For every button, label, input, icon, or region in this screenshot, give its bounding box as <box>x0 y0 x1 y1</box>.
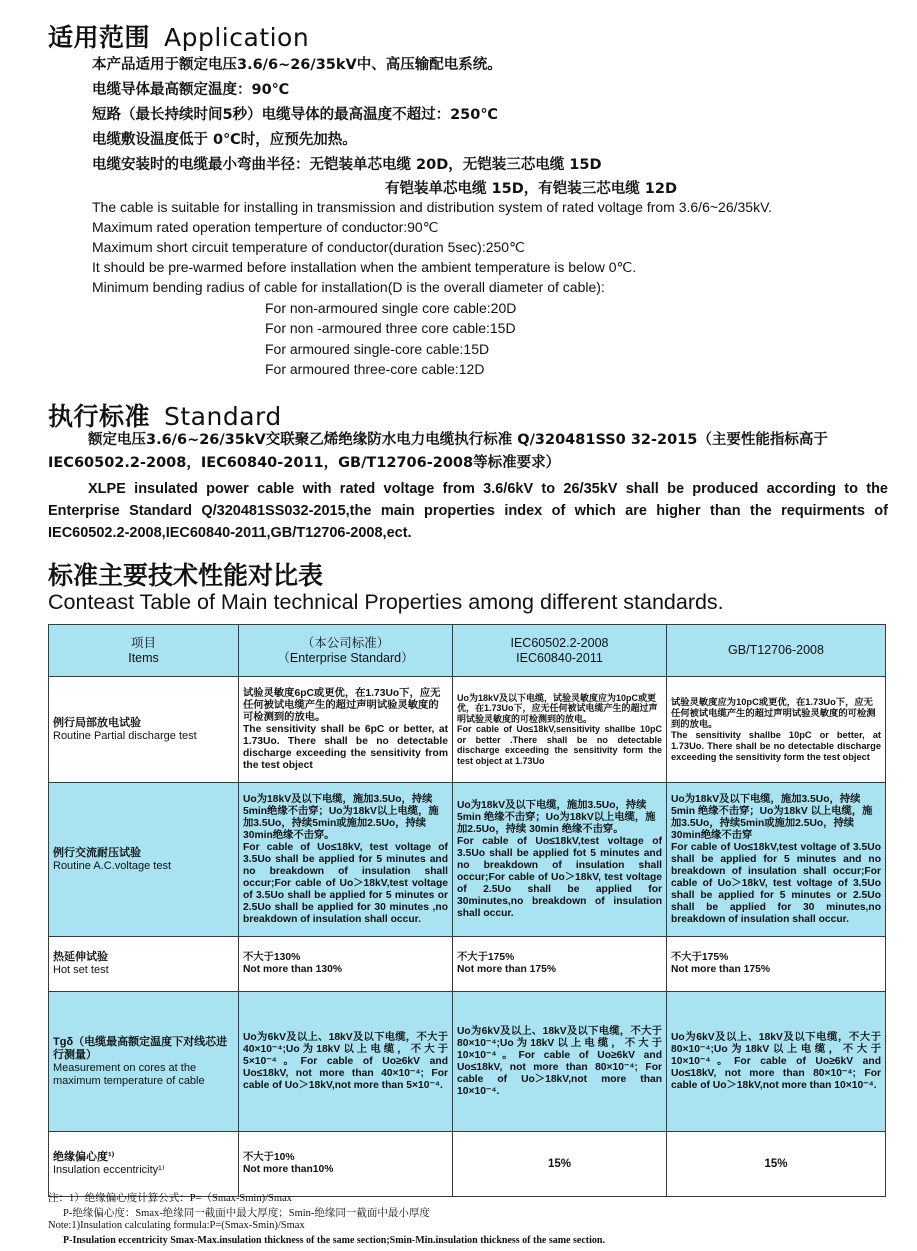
row-item <box>49 1132 239 1197</box>
cell-text: 15% <box>764 1158 788 1170</box>
cell-enterprise <box>239 937 453 992</box>
cell-text-cn: Uo为18kV及以下电缆，试验灵敏度应为10pC或更优，在1.73Uo下，应无任何被试电缆产生的超过声明试验灵敏度的可检测到的放电。 <box>457 692 658 724</box>
cell-text-en: Not more than 175% <box>671 964 770 975</box>
table-row <box>49 937 886 992</box>
table-row <box>49 783 886 937</box>
cell-text-en: The sensitivity shallbe 10pC or better, at 1.73Uo. There shall be no detectable discharge exceeding the sensitivity form the test object <box>671 729 881 762</box>
cell-text-cn: 不大于175% <box>671 952 729 963</box>
application-heading <box>48 18 309 54</box>
row-item-en: Routine Partial discharge test <box>53 729 197 742</box>
header-gb-text: GB/T12706-2008 <box>728 643 824 657</box>
cell-enterprise <box>239 1132 453 1197</box>
cell-enterprise <box>239 677 453 783</box>
comparison-table <box>48 624 886 1197</box>
header-enterprise-cn: （本公司标准） <box>301 635 390 650</box>
application-cn-line: 电缆安装时的电缆最小弯曲半径：无铠装单芯电缆 20D，无铠装三芯电缆 15D <box>92 157 602 173</box>
cell-text-cn: 不大于175% <box>457 952 515 963</box>
cell-text-en: Not more than 175% <box>457 964 556 975</box>
row-item-cn: Tgδ（电缆最高额定温度下对线芯进行测量） <box>53 1035 228 1061</box>
row-item-en: Routine A.C.voltage test <box>53 859 172 872</box>
standard-heading <box>48 397 282 433</box>
application-en-line: Minimum bending radius of cable for installation(D is the overall diameter of cable): <box>92 279 605 295</box>
cell-gb <box>667 783 886 937</box>
cell-text-cn: Uo为18kV及以下电缆，施加3.5Uo，持续5min绝缘不击穿；Uo为18kV以上电缆，施加3.5Uo，持续5min或施加2.5Uo，持续30min绝缘不击穿。 <box>243 793 439 841</box>
cell-iec <box>453 937 667 992</box>
header-iec-2: IEC60840-2011 <box>516 650 603 665</box>
header-gb <box>667 625 886 677</box>
table-row <box>49 1132 886 1197</box>
application-en-line: The cable is suitable for installing in transmission and distribution system of rated voltage from 3.6/6~26/35kV. <box>92 199 773 215</box>
cell-text-cn: 试验灵敏度应为10pC或更优，在1.73Uo下，应无任何被试电缆产生的超过声明试验灵敏度的可检测到的放电。 <box>671 696 876 729</box>
note-line: Note:1)Insulation calculating formula:P=(Smax-Smin)/Smax <box>48 1220 305 1231</box>
cell-text: Uo为6kV及以上、18kV及以下电缆，不大于80×10⁻⁴;Uo为18kV以上电缆，不大于10×10⁻⁴。For cable of Uo≥6kV and Uo≤18kV, not more than 80×10⁻⁴; For cable of Uo＞18kV,not more than 10×10⁻⁴. <box>457 1025 662 1097</box>
row-item <box>49 937 239 992</box>
header-items-en: Items <box>128 650 159 665</box>
application-cn-line: 电缆敷设温度低于 0℃时，应预先加热。 <box>92 132 357 148</box>
cell-gb <box>667 1132 886 1197</box>
row-item <box>49 992 239 1132</box>
row-item-cn: 例行局部放电试验 <box>53 716 141 729</box>
cell-text-cn: 不大于130% <box>243 952 301 963</box>
application-en-line: It should be pre-warmed before installation when the ambient temperature is below 0℃. <box>92 259 637 275</box>
cell-text-en: The sensitivity shall be 6pC or better, at 1.73Uo. There shall be no detectable discharge exceeding the sensitivity from the test object <box>243 723 448 771</box>
standard-paragraph-cn: 额定电压3.6/6~26/35kV交联聚乙烯绝缘防水电力电缆执行标准 Q/320481SS0 32-2015（主要性能指标高于IEC60502.2-2008，IEC60840-2011，GB/T12706-2008等标准要求） <box>48 432 828 471</box>
table-row <box>49 677 886 783</box>
cell-text: 15% <box>547 1158 572 1170</box>
row-item <box>49 677 239 783</box>
cell-text-en: For cable of Uo≤18kV,sensitivity shallbe 10pC or better .There shall be no detectable discharge exceeding the sensitivity form the test object at 1.73Uo <box>457 724 662 766</box>
cell-text: Uo为6kV及以上、18kV及以下电缆，不大于40×10⁻⁴;Uo为18kV以上电缆，不大于5×10⁻⁴。For cable of Uo≥6kV and Uo≤18kV, not more than 40×10⁻⁴; For cable of Uo＞18kV,not more than 5×10⁻⁴. <box>243 1031 448 1091</box>
application-cn-line: 本产品适用于额定电压3.6/6~26/35kV中、高压输配电系统。 <box>92 57 502 73</box>
cell-text-en: For cable of Uo≤18kV,test voltage of 3.5Uo shall be applied for 5 minutes and no breakdown of insulation shall occur;For cable of Uo＞18kV, test voltage of 3.5Uo shall be applied for 5 minutes or 2.5Uo shall be applied for 30 minutes,no breakdown of insulation shall occur. <box>671 841 881 925</box>
application-en-line: For non -armoured three core cable:15D <box>265 320 516 336</box>
standard-paragraph-en: XLPE insulated power cable with rated voltage from 3.6/6kV to 26/35kV shall be produced according to the Enterprise Standard Q/320481SS032-2015,the main properties index of which are higher than the requirments of IEC60502.2-2008,IEC60840-2011,GB/T12706-2008,ect. <box>48 481 888 541</box>
cell-enterprise <box>239 992 453 1132</box>
cell-gb <box>667 937 886 992</box>
cell-iec <box>453 677 667 783</box>
cell-iec <box>453 992 667 1132</box>
row-item <box>49 783 239 937</box>
standard-title-cn: 执行标准 <box>48 402 151 431</box>
cell-text-cn: 试验灵敏度6pC或更优，在1.73Uo下，应无任何被试电缆产生的超过声明试验灵敏度的可检测到的放电。 <box>243 687 441 723</box>
header-enterprise <box>239 625 453 677</box>
cell-text-en: For cable of Uo≤18kV, test voltage of 3.5Uo shall be applied for 5 minutes and no breakdown of insulation shall occur;For cable of Uo＞18kV,test voltage of 3.5Uo shall be applied for 5 minutes or 2.5Uo shall be applied for 30 minutes ,no breakdown of insulation shall occur. <box>243 841 448 925</box>
cell-text-cn: Uo为18kV及以下电缆，施加3.5Uo，持续 5min 绝缘不击穿；Uo为18kV以上电缆，施加2.5Uo，持续 30min 绝缘不击穿。 <box>457 799 656 835</box>
application-en-line: For armoured three-core cable:12D <box>265 361 485 377</box>
application-en-line: For armoured single-core cable:15D <box>265 341 490 357</box>
application-cn-line: 电缆导体最高额定温度：90℃ <box>92 82 290 98</box>
cell-text: Uo为6kV及以上、18kV及以下电缆，不大于80×10⁻⁴;Uo为18kV以上电缆，不大于10×10⁻⁴。For cable of Uo≥6kV and Uo≤18kV, not more than 80×10⁻⁴; For cable of Uo＞18kV,not more than 10×10⁻⁴. <box>671 1031 881 1091</box>
cell-gb <box>667 677 886 783</box>
cell-text-cn: Uo为18kV及以下电缆，施加3.5Uo，持续5min 绝缘不击穿；Uo为18kV 以上电缆，施加3.5Uo，持续5min或施加2.5Uo，持续30min绝缘不击穿 <box>671 793 873 841</box>
cell-enterprise <box>239 783 453 937</box>
header-items <box>49 625 239 677</box>
application-title-cn: 适用范围 <box>48 23 151 52</box>
header-iec <box>453 625 667 677</box>
application-en-line: Maximum short circuit temperature of conductor(duration 5sec):250℃ <box>92 239 525 255</box>
note-line: 注：1）绝缘偏心度计算公式：P=（Smax-Smin)/Smax <box>48 1193 292 1204</box>
table-row <box>49 992 886 1132</box>
application-cn-line: 有铠装单芯电缆 15D，有铠装三芯电缆 12D <box>385 181 678 197</box>
cell-iec <box>453 1132 667 1197</box>
row-item-cn: 热延伸试验 <box>53 951 108 963</box>
table-header-row <box>49 625 886 677</box>
application-en-line: For non-armoured single core cable:20D <box>265 300 517 316</box>
row-item-en: Measurement on cores at the maximum temperature of cable <box>53 1061 205 1087</box>
header-iec-1: IEC60502.2-2008 <box>510 635 609 650</box>
cell-text-cn: 不大于10% <box>243 1152 295 1163</box>
header-enterprise-en: （Enterprise Standard） <box>277 650 414 665</box>
row-item-cn: 绝缘偏心度¹⁾ <box>53 1151 115 1163</box>
cell-text-en: For cable of Uo≤18kV,test voltage of 3.5Uo shall be applied fot 5 minutes and no breakdown of insulation shall occur;For cable of Uo＞18kV, test voltage of 2.5Uo shall be applied for 30minutes,no breakdown of insulation shall occur. <box>457 835 662 919</box>
application-cn-line: 短路（最长持续时间5秒）电缆导体的最高温度不超过：250℃ <box>92 107 498 123</box>
application-en-line: Maximum rated operation temperture of conductor:90℃ <box>92 219 439 235</box>
application-title-en: Application <box>164 23 310 52</box>
cell-gb <box>667 992 886 1132</box>
note-line: P-绝缘偏心度：Smax-绝缘同一截面中最大厚度；Smin-绝缘同一截面中最小厚度 <box>63 1208 430 1219</box>
note-line: P-Insulation eccentricity Smax-Max.insulation thickness of the same section;Smin-Min.insulation thickness of the same section. <box>63 1235 605 1246</box>
header-items-cn: 项目 <box>130 635 156 650</box>
row-item-en: Hot set test <box>53 964 109 976</box>
row-item-cn: 例行交流耐压试验 <box>53 846 141 859</box>
cell-text-en: Not more than10% <box>243 1164 334 1175</box>
row-item-en: Insulation eccentricity¹⁾ <box>53 1164 165 1176</box>
standard-title-en: Standard <box>164 402 282 431</box>
table-title-cn: 标准主要技术性能对比表 <box>48 561 324 590</box>
cell-text-en: Not more than 130% <box>243 964 342 975</box>
cell-iec <box>453 783 667 937</box>
table-title-en: Conteast Table of Main technical Properties among different standards. <box>48 590 724 614</box>
